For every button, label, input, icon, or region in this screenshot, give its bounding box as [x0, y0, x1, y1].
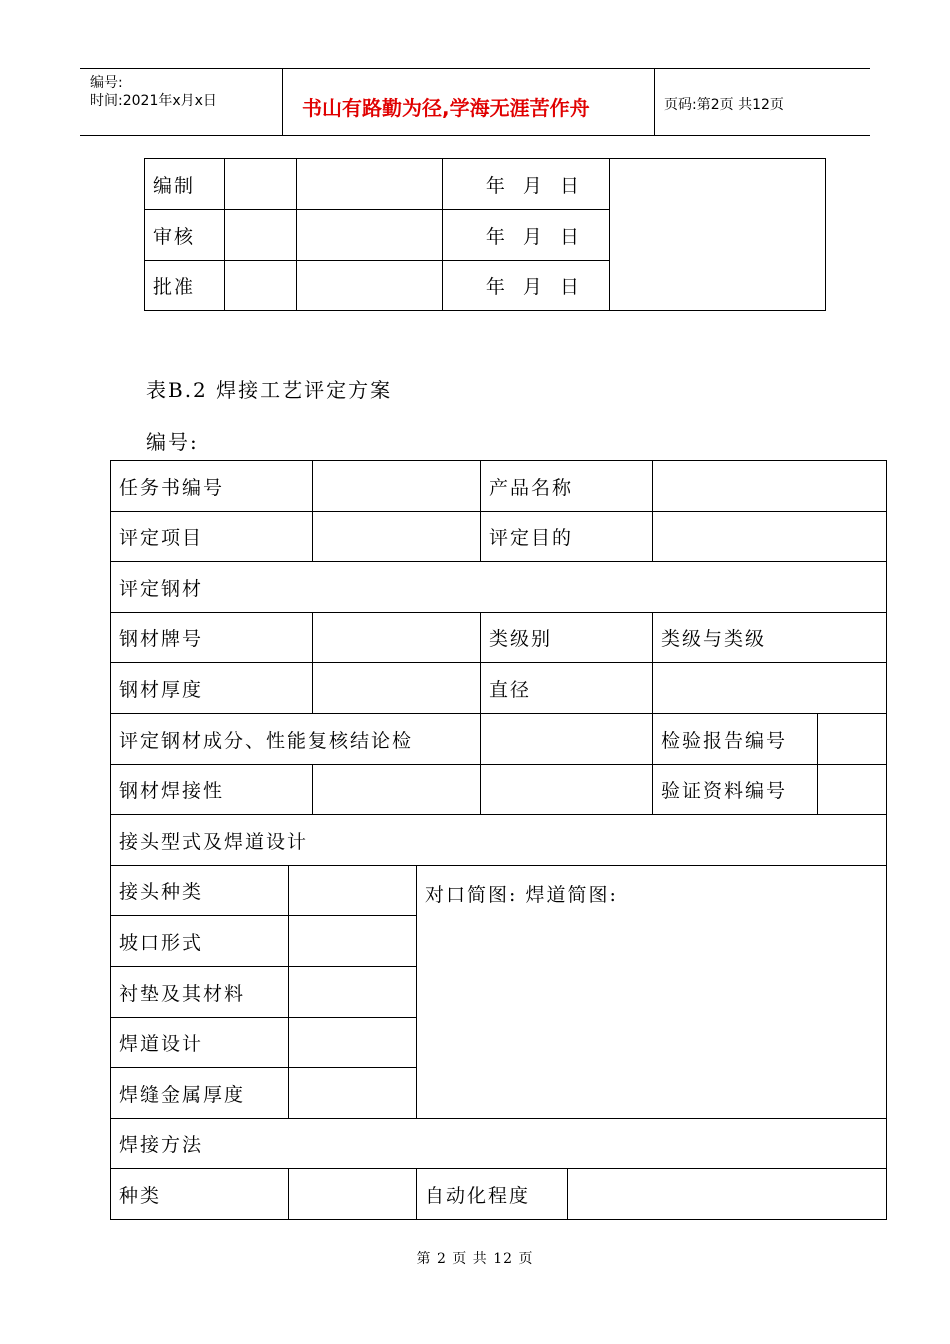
class-and-class-label: 类级与类级 [653, 613, 887, 663]
kind-value[interactable] [289, 1169, 417, 1220]
backing-value[interactable] [289, 967, 417, 1018]
eval-item-label: 评定项目 [111, 512, 313, 562]
joint-type-value[interactable] [289, 866, 417, 916]
verification-doc-no-label: 验证资料编号 [653, 765, 818, 815]
composition-check-label: 评定钢材成分、性能复核结论检 [111, 714, 481, 765]
eval-purpose-label: 评定目的 [481, 512, 653, 562]
table-title: 表B.2 焊接工艺评定方案 [146, 378, 393, 402]
diameter-label: 直径 [481, 663, 653, 714]
header-top-rule [80, 68, 870, 69]
composition-check-value[interactable] [481, 714, 653, 765]
signoff-cell[interactable] [225, 261, 297, 311]
signoff-date: 年 月 日 [443, 210, 610, 261]
steel-thickness-label: 钢材厚度 [111, 663, 313, 714]
verification-doc-no-value[interactable] [818, 765, 887, 815]
signoff-cell[interactable] [297, 210, 443, 261]
automation-level-value[interactable] [568, 1169, 887, 1220]
weldability-label: 钢材焊接性 [111, 765, 313, 815]
weldability-value[interactable] [313, 765, 481, 815]
task-no-label: 任务书编号 [111, 461, 313, 512]
header-number-label: 编号: [90, 75, 123, 91]
weld-metal-thickness-label: 焊缝金属厚度 [111, 1068, 289, 1119]
signoff-table [144, 158, 826, 311]
pass-design-label: 焊道设计 [111, 1018, 289, 1068]
signoff-label-approve: 批准 [145, 261, 225, 311]
joint-section: 接头型式及焊道设计 [111, 815, 887, 866]
signoff-label-compile: 编制 [145, 159, 225, 210]
inspection-report-no-label: 检验报告编号 [653, 714, 818, 765]
header-slogan: 书山有路勤为径,学海无涯苦作舟 [302, 96, 590, 120]
groove-form-label: 坡口形式 [111, 916, 289, 967]
inspection-report-no-value[interactable] [818, 714, 887, 765]
signoff-date: 年 月 日 [443, 261, 610, 311]
signoff-remarks[interactable] [610, 159, 826, 311]
welding-plan-table [110, 460, 887, 1220]
signoff-cell[interactable] [225, 210, 297, 261]
signoff-label-review: 审核 [145, 210, 225, 261]
signoff-cell[interactable] [297, 261, 443, 311]
header-bottom-rule [80, 135, 870, 136]
product-name-label: 产品名称 [481, 461, 653, 512]
weldability-extra[interactable] [481, 765, 653, 815]
sketch-area[interactable]: 对口简图: 焊道简图: [417, 866, 887, 1119]
eval-steel-section: 评定钢材 [111, 562, 887, 613]
steel-thickness-value[interactable] [313, 663, 481, 714]
groove-form-value[interactable] [289, 916, 417, 967]
automation-level-label: 自动化程度 [417, 1169, 568, 1220]
task-no-value[interactable] [313, 461, 481, 512]
header-time-label: 时间:2021年x月x日 [90, 93, 217, 109]
kind-label: 种类 [111, 1169, 289, 1220]
header-divider-right [654, 68, 655, 136]
diameter-value[interactable] [653, 663, 887, 714]
steel-grade-label: 钢材牌号 [111, 613, 313, 663]
steel-grade-value[interactable] [313, 613, 481, 663]
pass-design-value[interactable] [289, 1018, 417, 1068]
signoff-date: 年 月 日 [443, 159, 610, 210]
header-divider-left [282, 68, 283, 136]
welding-method-section: 焊接方法 [111, 1119, 887, 1169]
eval-item-value[interactable] [313, 512, 481, 562]
page-footer: 第 2 页 共 12 页 [416, 1251, 534, 1267]
number-field-label: 编号: [146, 430, 199, 454]
backing-label: 衬垫及其材料 [111, 967, 289, 1018]
product-name-value[interactable] [653, 461, 887, 512]
header-page-info: 页码:第2页 共12页 [664, 97, 784, 113]
weld-metal-thickness-value[interactable] [289, 1068, 417, 1119]
signoff-cell[interactable] [297, 159, 443, 210]
class-group-label: 类级别 [481, 613, 653, 663]
eval-purpose-value[interactable] [653, 512, 887, 562]
signoff-cell[interactable] [225, 159, 297, 210]
joint-type-label: 接头种类 [111, 866, 289, 916]
